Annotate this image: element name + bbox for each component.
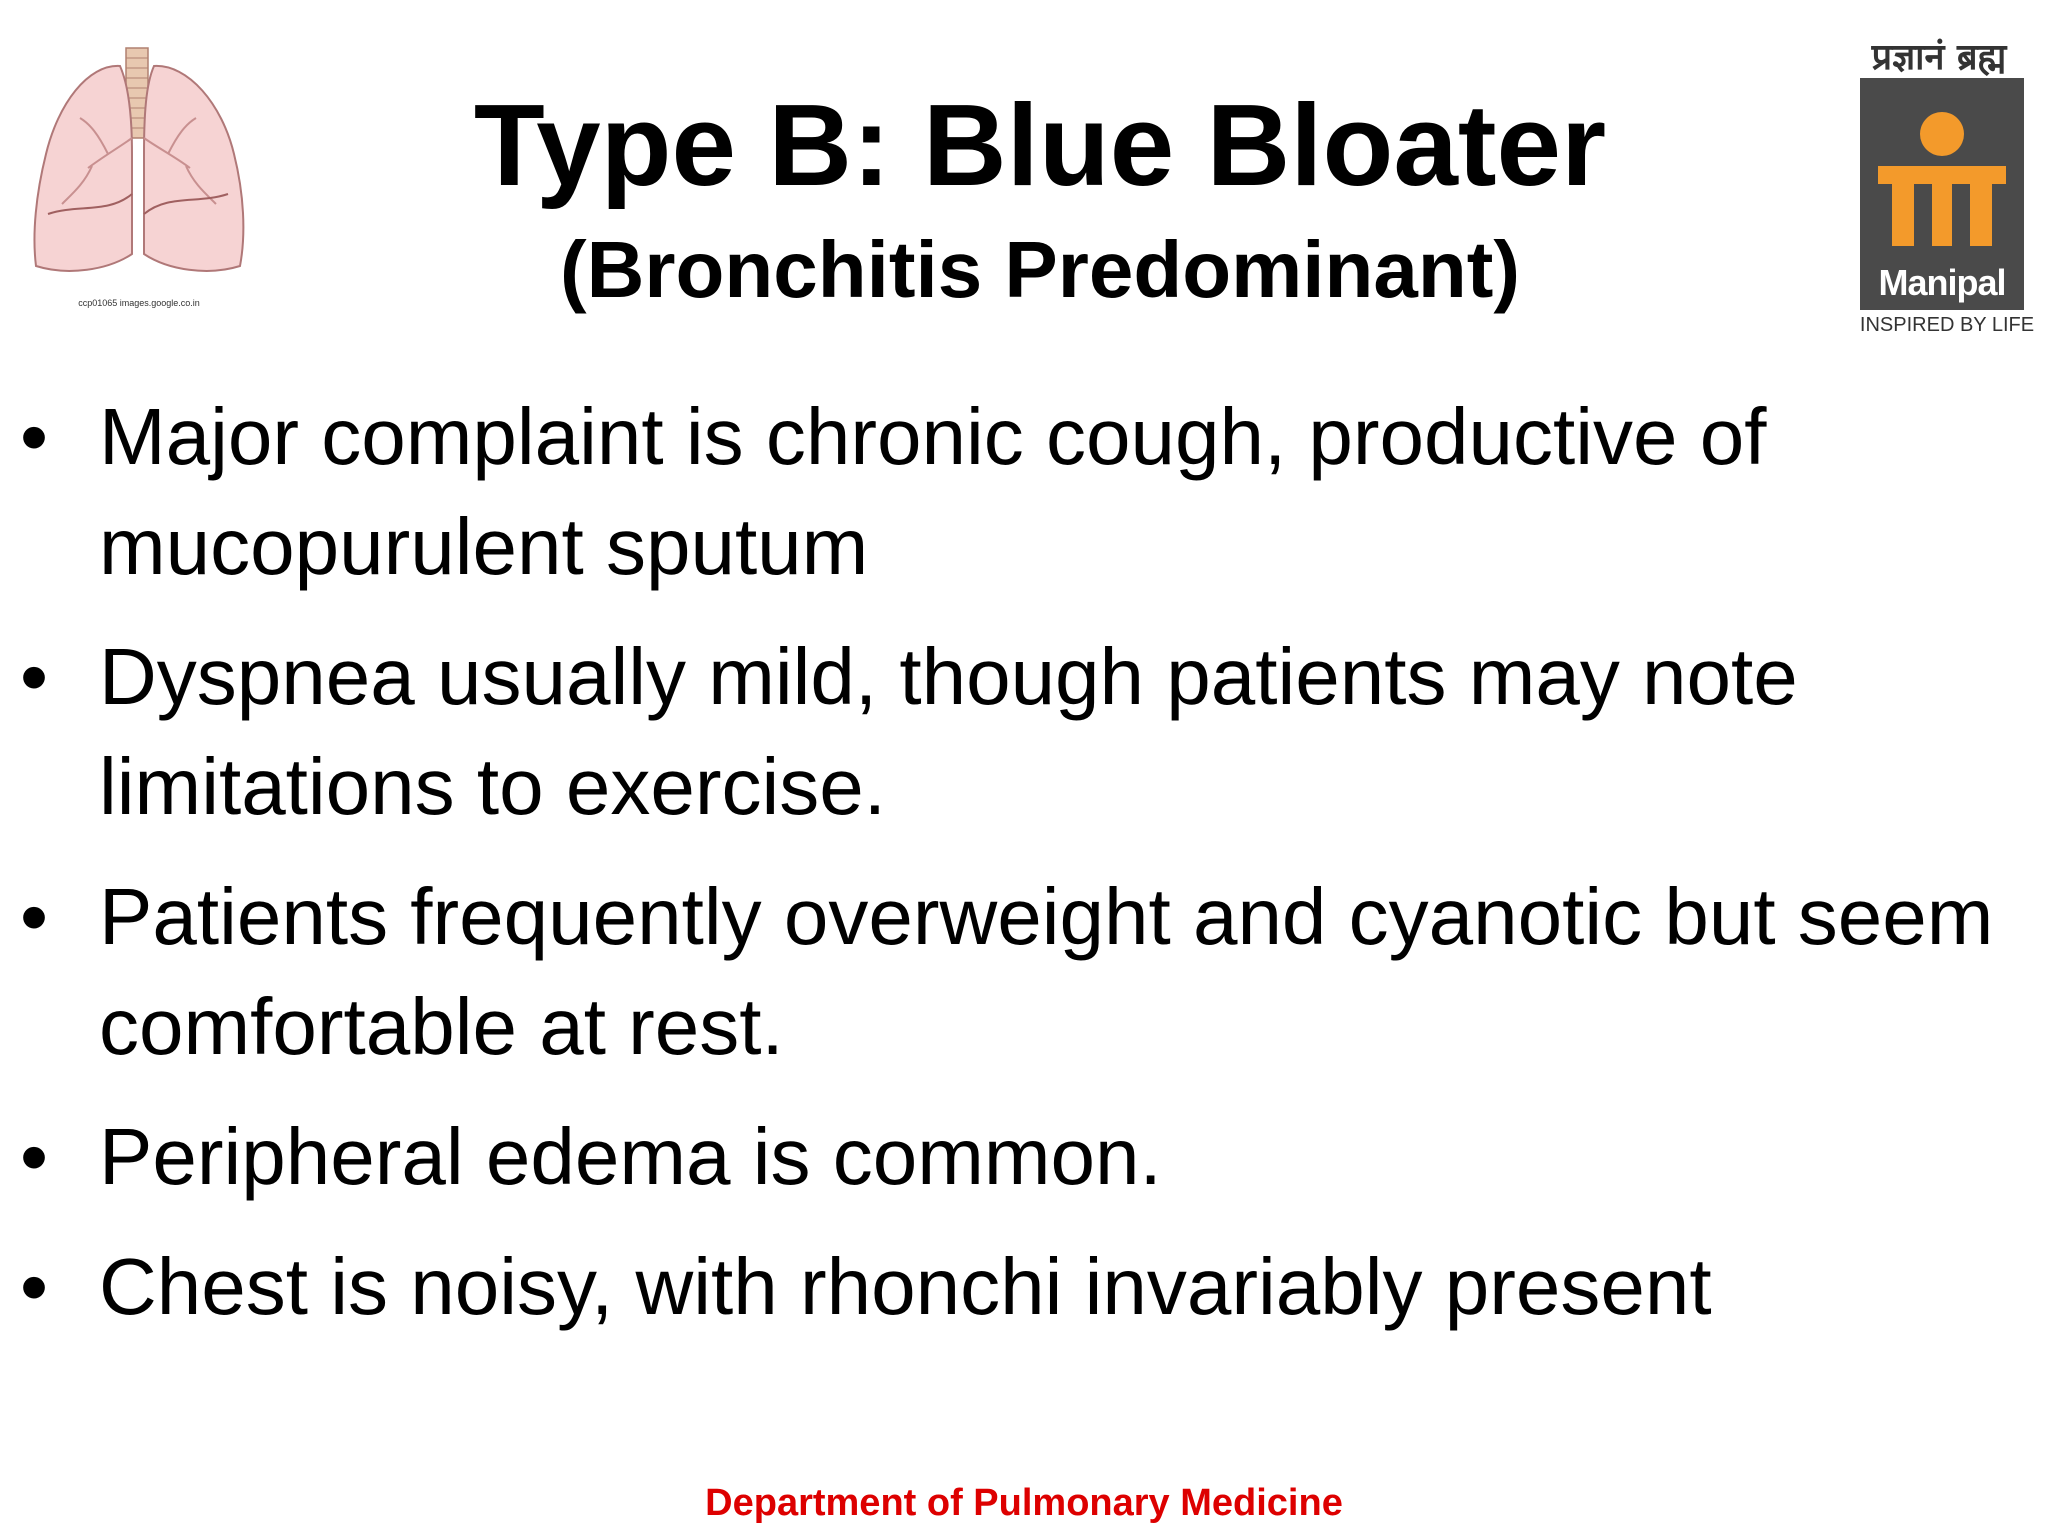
bullet-icon: •	[20, 1112, 49, 1201]
bullet-icon: •	[20, 392, 49, 481]
manipal-logo	[1844, 36, 2034, 346]
logo-tagline: INSPIRED BY LIFE	[1859, 314, 2035, 336]
bullet-item	[20, 622, 2030, 842]
bullet-item	[20, 1232, 2030, 1342]
department-footer: Department of Pulmonary Medicine	[705, 1482, 1343, 1524]
bullet-text: Patients frequently overweight and cyanotic but seem comfortable at rest.	[99, 872, 1994, 1071]
bullet-icon: •	[20, 1242, 49, 1331]
lungs-drawing	[28, 44, 250, 294]
bullet-item	[20, 1102, 2030, 1212]
bullet-text: Dyspnea usually mild, though patients may note limitations to exercise.	[99, 632, 1798, 831]
bullet-text: Major complaint is chronic cough, productive of mucopurulent sputum	[99, 392, 1767, 591]
bullet-icon: •	[20, 872, 49, 961]
slide-title: Type B: Blue Bloater	[473, 80, 1607, 210]
lung-image-caption: ccp01065 images.google.co.in	[78, 298, 200, 308]
slide-subtitle: (Bronchitis Predominant)	[559, 225, 1521, 314]
bullet-icon: •	[20, 632, 49, 721]
bullet-item	[20, 382, 2030, 602]
bullet-list	[20, 382, 2030, 1362]
bullet-text: Peripheral edema is common.	[99, 1112, 1162, 1201]
logo-box	[1860, 78, 2024, 310]
logo-name: Manipal	[1878, 262, 2006, 303]
lungs-icon	[28, 44, 250, 306]
bullet-item	[20, 862, 2030, 1082]
logo-motto: प्रज्ञानं ब्रह्म	[1871, 37, 2007, 78]
bullet-text: Chest is noisy, with rhonchi invariably present	[99, 1242, 1712, 1331]
